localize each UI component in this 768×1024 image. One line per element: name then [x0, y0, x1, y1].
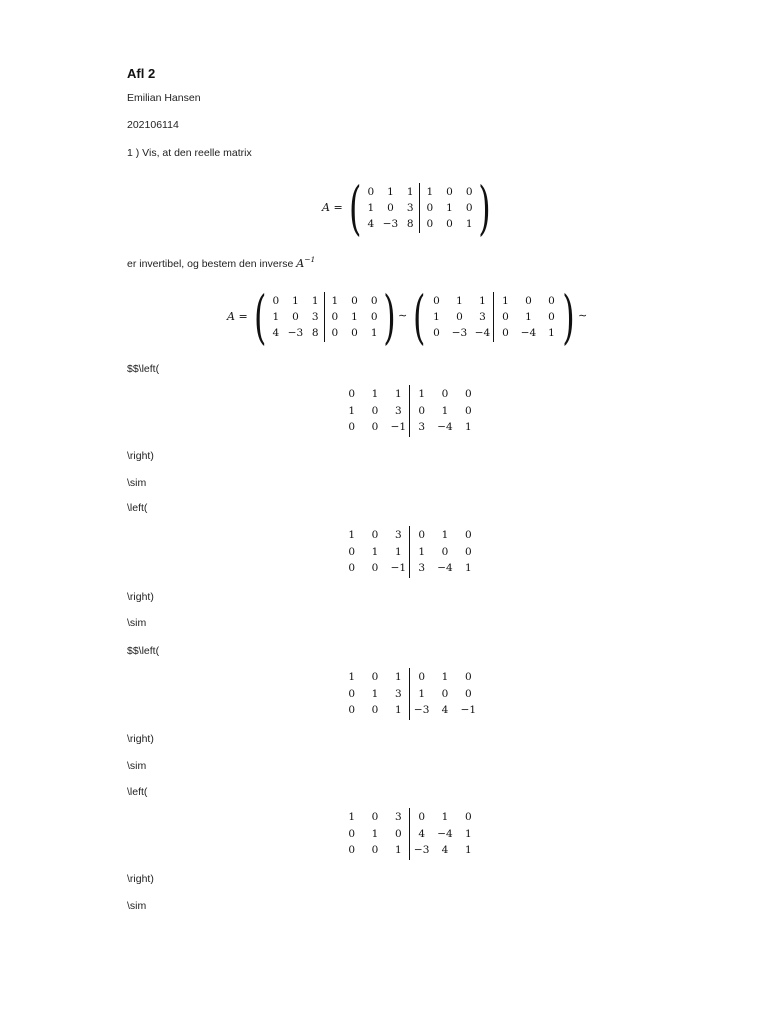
student-id: 202106114: [127, 119, 179, 131]
matrix-cell: 1: [394, 545, 402, 558]
matrix-cell: 1: [418, 545, 425, 558]
matrix-cell: −3: [382, 218, 399, 230]
matrix-cell: 0: [371, 404, 379, 417]
matrix-cell: 1: [394, 704, 402, 716]
matrix-cell: 1: [394, 844, 402, 856]
matrix-cell: 0: [446, 218, 453, 230]
matrix-cell: 0: [464, 687, 472, 700]
eq2-lhs: [227, 310, 248, 323]
problem-intro: 1 ) Vis, at den reelle matrix: [127, 147, 252, 159]
raw-line-5: \right): [127, 591, 154, 603]
matrix-cell: 1: [441, 811, 449, 823]
matrix-cell: 0: [441, 687, 449, 700]
matrix-cell: −3: [413, 844, 430, 856]
matrix-cell: 1: [502, 295, 509, 307]
matrix-cell: 0: [348, 562, 355, 574]
matrix-cell: 0: [548, 311, 555, 323]
matrix-cell: 1: [433, 311, 440, 323]
matrix-cell: 1: [464, 421, 472, 433]
matrix-cell: 0: [367, 186, 375, 198]
matrix-cell: 1: [371, 545, 379, 558]
raw-line-2: \right): [127, 450, 154, 462]
matrix-cell: 0: [464, 529, 472, 541]
matrix-1b: [413, 283, 575, 351]
matrix-cell: 0: [525, 295, 532, 307]
matrix-cell: 0: [446, 186, 453, 198]
matrix-cell: −1: [390, 421, 407, 433]
matrix-cell: 4: [441, 704, 449, 716]
matrix-cell: 3: [311, 311, 319, 323]
matrix-cell: 1: [367, 202, 375, 214]
matrix-cell: 1: [387, 186, 394, 198]
matrix-cell: −4: [520, 327, 537, 339]
matrix-cell: 0: [418, 404, 425, 417]
matrix-cell: 1: [441, 529, 449, 541]
matrix-cell: −1: [390, 562, 407, 574]
matrix-cell: 3: [418, 421, 425, 433]
sim-1: ∼: [398, 309, 408, 322]
matrix-cell: 0: [272, 295, 280, 307]
matrix-cell: 1: [418, 687, 425, 700]
matrix-cell: 0: [441, 388, 449, 400]
matrix-cell: 1: [441, 404, 449, 417]
matrix-cell: 0: [371, 562, 379, 574]
matrix-cell: 4: [367, 218, 375, 230]
matrix-cell: 3: [394, 811, 402, 823]
matrix-5: [340, 811, 480, 861]
matrix-1a: [254, 283, 396, 351]
inverse-letter: A: [296, 257, 305, 270]
matrix-cell: 0: [464, 811, 472, 823]
right-paren: ): [478, 174, 491, 242]
matrix-cell: 0: [370, 311, 378, 323]
eq2-lhs-text: A =: [227, 310, 248, 323]
matrix-cell: 1: [311, 295, 319, 307]
matrix-cell: 1: [525, 311, 532, 323]
matrix-cell: 0: [502, 311, 509, 323]
matrix-cell: 0: [348, 827, 355, 840]
matrix-cell: −3: [287, 327, 304, 339]
matrix-cell: −4: [474, 327, 491, 339]
matrix-cell: 0: [464, 404, 472, 417]
augment-divider: [324, 292, 325, 342]
matrix-cell: 0: [371, 529, 379, 541]
matrix-cell: 1: [456, 295, 463, 307]
augment-divider: [409, 526, 410, 578]
left-paren: (: [254, 283, 267, 351]
matrix-cell: 0: [426, 202, 434, 214]
matrix-cell: 0: [370, 295, 378, 307]
matrix-cell: −3: [451, 327, 468, 339]
augment-divider: [409, 385, 410, 437]
eq1-lhs-text: A =: [322, 201, 343, 214]
matrix-cell: 0: [348, 421, 355, 433]
right-paren: ): [562, 283, 575, 351]
matrix-cell: 1: [464, 562, 472, 574]
matrix-cell: 4: [441, 844, 449, 856]
matrix-cell: 3: [479, 311, 486, 323]
matrix-cell: 0: [465, 186, 473, 198]
raw-line-12: \sim: [127, 900, 147, 912]
matrix-cell: 0: [331, 327, 339, 339]
matrix-cell: 0: [348, 844, 355, 856]
matrix-cell: 0: [351, 295, 358, 307]
matrix-cell: 0: [465, 202, 473, 214]
matrix-cell: 1: [348, 404, 355, 417]
raw-line-6: \sim: [127, 617, 147, 629]
matrix-3: [340, 529, 480, 579]
raw-line-4: \left(: [127, 502, 148, 514]
matrix-cell: 1: [426, 186, 434, 198]
matrix-cell: 0: [371, 811, 379, 823]
matrix-cell: −4: [437, 827, 453, 840]
matrix-cell: 1: [348, 529, 355, 541]
inverse-symbol: [296, 257, 315, 270]
matrix-cell: 0: [348, 388, 355, 400]
matrix-cell: 1: [272, 311, 280, 323]
augment-divider: [409, 808, 410, 860]
matrix-cell: −4: [437, 421, 453, 433]
matrix-cell: 0: [426, 218, 434, 230]
matrix-cell: 1: [441, 671, 449, 683]
matrix-cell: 0: [331, 311, 339, 323]
matrix-cell: 1: [418, 388, 425, 400]
left-paren: (: [349, 174, 362, 242]
matrix-cell: 8: [406, 218, 414, 230]
matrix-0: [349, 174, 491, 242]
matrix-cell: 3: [394, 529, 402, 541]
matrix-cell: 1: [479, 295, 486, 307]
matrix-cell: 1: [348, 811, 355, 823]
raw-line-9: \sim: [127, 760, 147, 772]
matrix-cell: 1: [348, 671, 355, 683]
matrix-cell: 0: [418, 671, 425, 683]
matrix-cell: 0: [464, 671, 472, 683]
matrix-cell: 0: [394, 827, 402, 840]
matrix-cell: 1: [394, 388, 402, 400]
matrix-cell: 1: [548, 327, 555, 339]
raw-line-10: \left(: [127, 786, 148, 798]
matrix-cell: 3: [418, 562, 425, 574]
author-name: Emilian Hansen: [127, 92, 201, 104]
matrix-cell: 0: [387, 202, 394, 214]
matrix-cell: 1: [464, 844, 472, 856]
matrix-cell: 0: [502, 327, 509, 339]
matrix-cell: 0: [348, 687, 355, 700]
matrix-cell: 1: [446, 202, 453, 214]
matrix-cell: 3: [406, 202, 414, 214]
matrix-cell: 0: [464, 545, 472, 558]
augment-divider: [409, 668, 410, 720]
matrix-cell: 0: [433, 295, 440, 307]
raw-line-8: \right): [127, 733, 154, 745]
matrix-cell: 1: [371, 388, 379, 400]
matrix-cell: 0: [418, 529, 425, 541]
matrix-cell: 0: [548, 295, 555, 307]
sim-2: ∼: [578, 309, 588, 322]
raw-line-1: $$\left(: [127, 363, 160, 375]
matrix-cell: 0: [433, 327, 440, 339]
matrix-cell: −3: [413, 704, 430, 716]
matrix-cell: 3: [394, 687, 402, 700]
matrix-cell: 1: [465, 218, 473, 230]
augment-divider: [493, 292, 494, 342]
raw-line-3: \sim: [127, 477, 147, 489]
matrix-cell: 0: [418, 811, 425, 823]
matrix-cell: 0: [371, 844, 379, 856]
matrix-cell: 1: [464, 827, 472, 840]
matrix-cell: 1: [371, 827, 379, 840]
matrix-cell: 1: [331, 295, 339, 307]
raw-line-7: $$\left(: [127, 645, 160, 657]
matrix-cell: 3: [394, 404, 402, 417]
matrix-cell: 1: [370, 327, 378, 339]
matrix-cell: 0: [371, 421, 379, 433]
matrix-cell: 0: [441, 545, 449, 558]
matrix-cell: 1: [371, 687, 379, 700]
matrix-cell: 0: [348, 545, 355, 558]
inverse-exponent: −1: [304, 255, 316, 264]
right-paren: ): [383, 283, 396, 351]
after-matrix-text: [127, 255, 315, 270]
matrix-cell: 1: [406, 186, 414, 198]
matrix-cell: 4: [418, 827, 425, 840]
matrix-cell: 8: [311, 327, 319, 339]
matrix-cell: 1: [292, 295, 299, 307]
left-paren: (: [413, 283, 426, 351]
matrix-cell: −1: [460, 704, 477, 716]
after-matrix-label: er invertibel, og bestem den inverse: [127, 258, 294, 270]
matrix-cell: 0: [464, 388, 472, 400]
matrix-cell: 0: [456, 311, 463, 323]
matrix-cell: 4: [272, 327, 280, 339]
matrix-2: [340, 388, 480, 438]
matrix-cell: 1: [351, 311, 358, 323]
raw-line-11: \right): [127, 873, 154, 885]
matrix-4: [340, 671, 480, 721]
matrix-cell: 0: [371, 671, 379, 683]
augment-divider: [419, 183, 420, 233]
matrix-cell: 0: [292, 311, 299, 323]
matrix-cell: 1: [394, 671, 402, 683]
matrix-cell: 0: [348, 704, 355, 716]
matrix-cell: −4: [437, 562, 453, 574]
matrix-cell: 0: [371, 704, 379, 716]
matrix-cell: 0: [351, 327, 358, 339]
eq1-lhs: [322, 201, 343, 214]
doc-title: Afl 2: [127, 66, 156, 81]
